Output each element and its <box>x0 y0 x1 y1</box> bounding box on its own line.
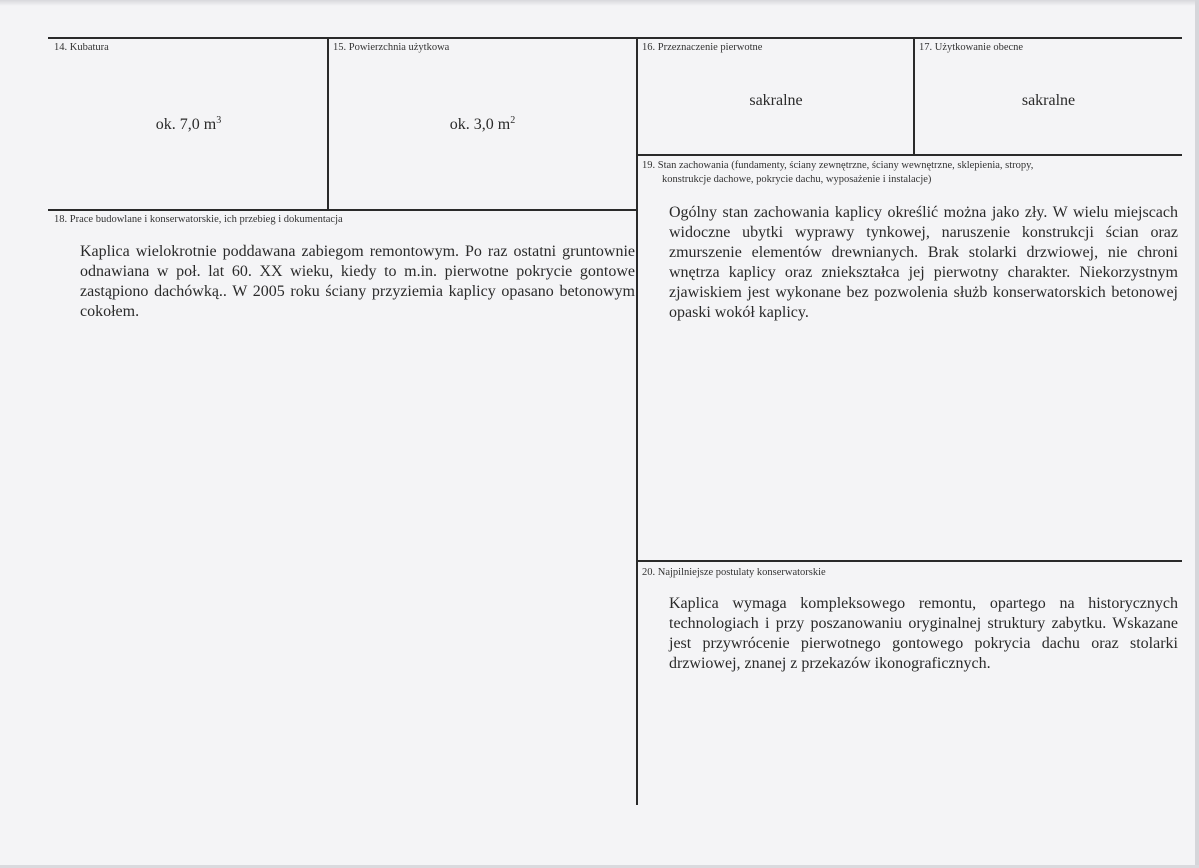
field-19-label-line1: 19. Stan zachowania (fundamenty, ściany zewnętrzne, ściany wewnętrzne, sklepienia, stropy, <box>642 160 1034 171</box>
field-16-label: 16. Przeznaczenie pierwotne <box>642 42 763 53</box>
divider-19-20 <box>637 560 1182 562</box>
top-border <box>48 37 1182 39</box>
field-14-label: 14. Kubatura <box>54 42 109 53</box>
field-15-value-exponent: 2 <box>510 115 516 126</box>
field-19-text: Ogólny stan zachowania kaplicy określić można jako zły. W wielu miejscach widoczne ubytki wyprawy tynkowej, naruszenie konstrukcji ścian oraz zmurszenie elementów drewnianych. Brak stolarki drzwiowej, nie chroni wnętrza kaplicy oraz zniekształca jej pierwotny charakter. Niekorzystnym zjawiskiem jest wykonane bez pozwolenia służb konserwatorskich betonowej opaski wokół kaplicy. <box>669 204 1178 321</box>
field-20-label: 20. Najpilniejsze postulaty konserwatorskie <box>642 567 826 578</box>
field-14-value-exponent: 3 <box>216 115 222 126</box>
field-17-label: 17. Użytkowanie obecne <box>919 42 1024 53</box>
field-15-label: 15. Powierzchnia użytkowa <box>333 42 450 53</box>
scan-edge-right <box>1195 0 1199 868</box>
field-15-value-text: ok. 3,0 m <box>449 116 511 133</box>
field-16-value: sakralne <box>749 92 803 109</box>
field-15-value <box>329 116 636 134</box>
field-14-value-text: ok. 7,0 m <box>155 116 217 133</box>
divider-14-18 <box>48 209 638 211</box>
field-18-text: Kaplica wielokrotnie poddawana zabiegom remontowym. Po raz ostatni gruntownie odnawiana w poł. lat 60. XX wieku, kiedy to m.in. pierwotne pokrycie gontowe zastąpiono dachówką.. W 2005 roku ściany przyziemia kaplicy opasano betonowym cokołem. <box>80 243 635 320</box>
field-20-text: Kaplica wymaga kompleksowego remontu, opartego na historycznych technologiach i przy poszanowaniu oryginalnej struktury zabytku. Wskazane jest przywrócenie pierwotnego gontowego pokrycia dachu oraz stolarki drzwiowej, znanej z przekazów ikonograficznych. <box>669 595 1178 672</box>
field-18-label: 18. Prace budowlane i konserwatorskie, ich przebieg i dokumentacja <box>54 214 343 225</box>
field-14-value <box>50 116 327 134</box>
field-17-value: sakralne <box>1021 92 1076 109</box>
divider-16-19 <box>637 154 1182 156</box>
field-19-label-line2: konstrukcje dachowe, pokrycie dachu, wyposażenie i instalacje) <box>662 174 932 185</box>
scan-edge-top <box>0 0 1199 6</box>
